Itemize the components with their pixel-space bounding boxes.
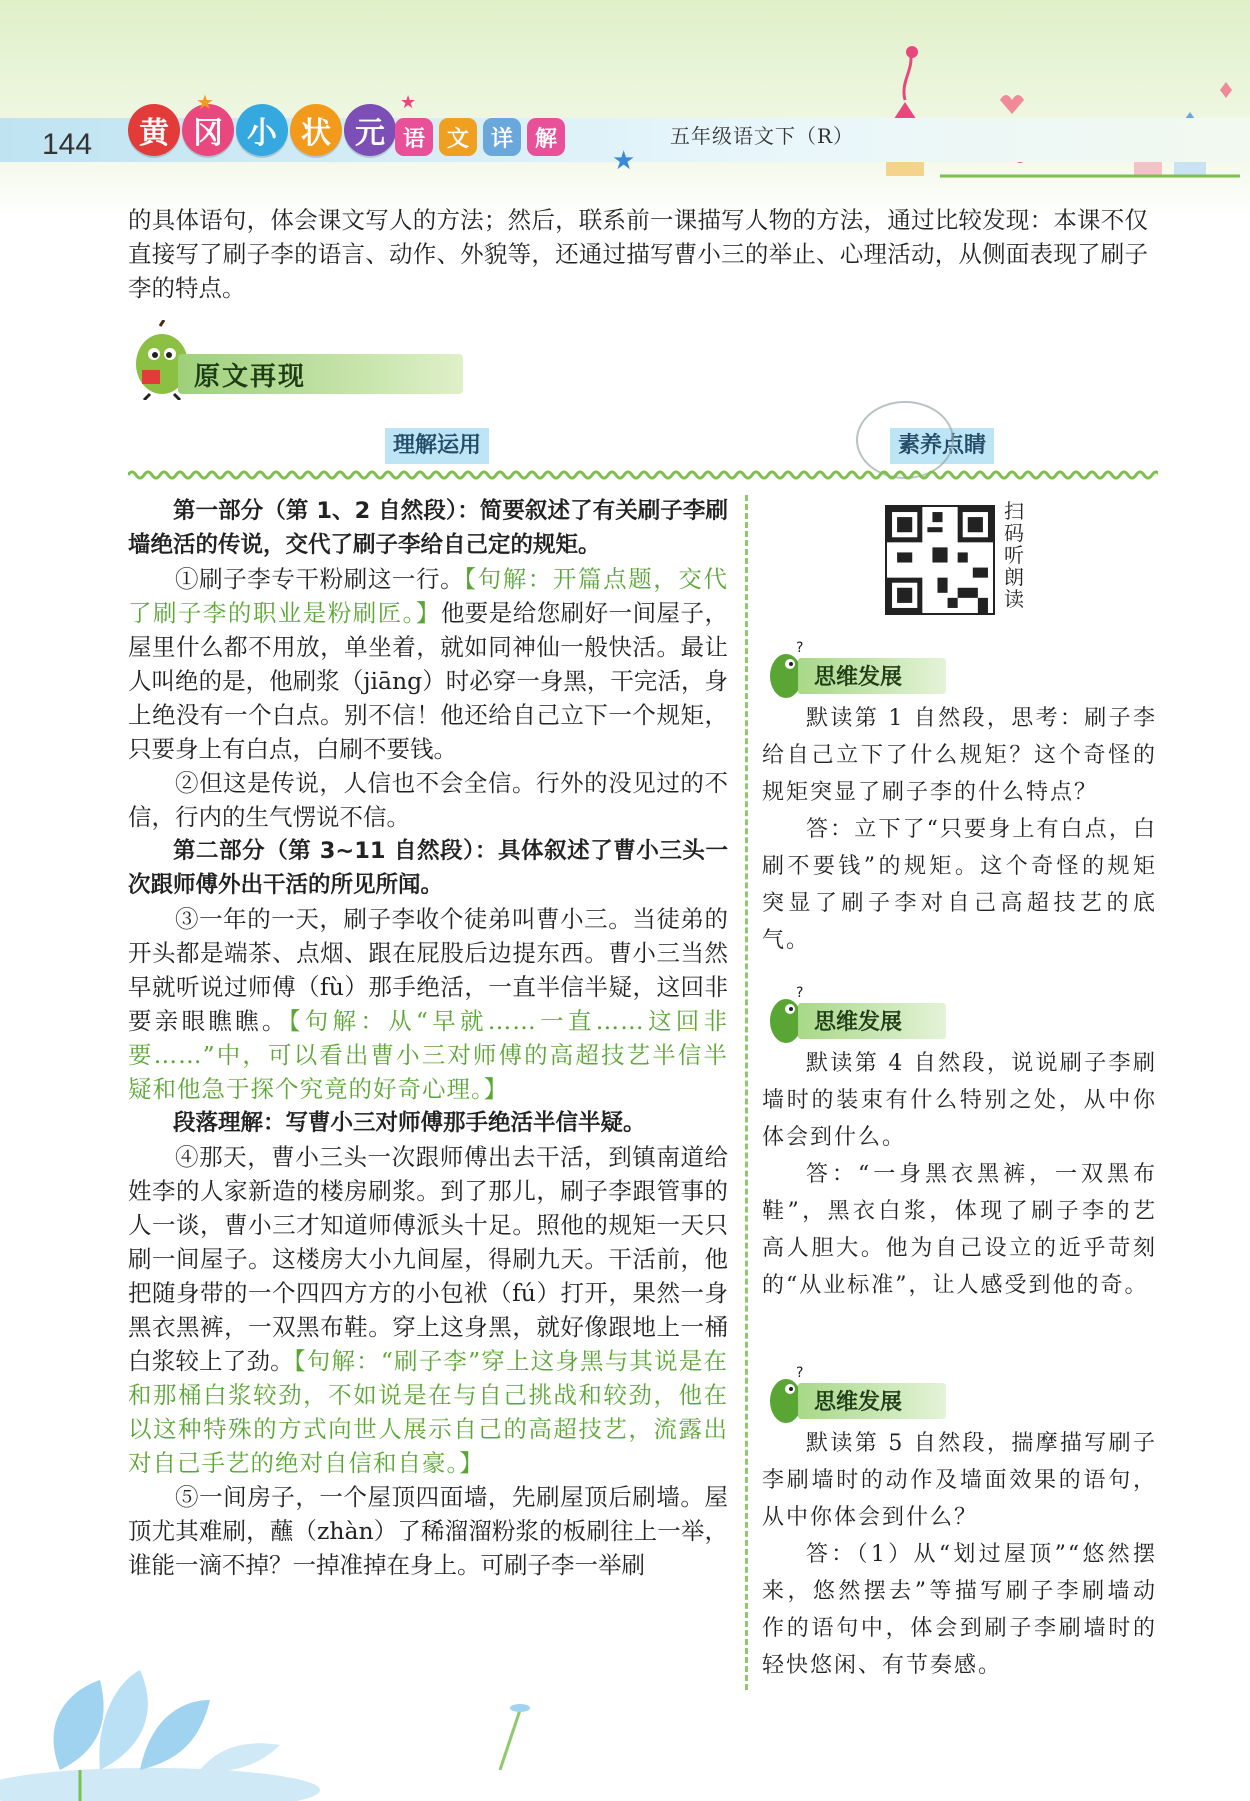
thinking-tag-title: 思维发展 — [814, 1010, 903, 1035]
thinking-content — [762, 700, 1157, 959]
thinking-tag — [762, 985, 1157, 1045]
thinking-block-3 — [762, 1365, 1157, 1684]
paragraph-3 — [128, 902, 728, 1106]
thinking-block-1 — [762, 640, 1157, 959]
thinking-question: 默读第 5 自然段，揣摩描写刷子李刷墙时的动作及墙面效果的语句，从中你体会到什么？ — [762, 1431, 1157, 1530]
svg-text:?: ? — [796, 985, 804, 1001]
paragraph-5: ⑤一间房子，一个屋顶四面墙，先刷屋顶后刷墙。屋顶尤其难刷，蘸（zhàn）了稀溜溜粉浆的板刷往上一举，谁能一滴不掉？一掉准掉在身上。可刷子李一举刷 — [128, 1483, 728, 1579]
sentence-note: 【句解：开篇点题，交代了刷子李的职业是粉刷匠。】 — [128, 565, 729, 627]
qr-code[interactable] — [885, 505, 995, 615]
qr-caption: 扫码听朗读 — [1004, 499, 1024, 611]
page-number: 144 — [42, 128, 93, 161]
lotus-decoration-icon — [0, 1620, 560, 1801]
brand-sub-char: 文 — [439, 118, 477, 156]
paragraph-text: 他要是给您刷好一间屋子，屋里什么都不用放，单坐着，就如同神仙一般快活。最让人叫绝的是，他刷浆（jiāng）时必穿一身黑，干完活，身上绝没有一个白点。别不信！他还给自己立下一个规矩，只要身上有白点，白刷不要钱。 — [128, 599, 728, 763]
svg-text:?: ? — [796, 640, 804, 656]
star-icon: ★ — [196, 90, 214, 114]
thinking-tag — [762, 640, 1157, 700]
brand-subtitle — [395, 118, 565, 156]
column-tag-understanding: 理解运用 — [385, 428, 489, 464]
thinking-block-2 — [762, 985, 1157, 1304]
section-title: 原文再现 — [194, 362, 307, 392]
sentence-note: 【句解：“刷子李”穿上这身黑与其说是在和那桶白浆较劲，不如说是在与自己挑战和较劲，他在以这种特殊的方式向世人展示自己的高超技艺，流露出对自己手艺的绝对自信和自豪。】 — [128, 1347, 729, 1477]
qr-code-icon — [887, 507, 993, 613]
section-banner — [128, 320, 338, 392]
thinking-tag-title: 思维发展 — [814, 1390, 903, 1415]
star-icon: ★ — [400, 92, 417, 113]
part1-heading: 第一部分（第 1、2 自然段）：简要叙述了有关刷子李刷墙绝活的传说，交代了刷子李给自己定的规矩。 — [128, 498, 728, 558]
paragraph-understanding: 段落理解：写曹小三对师傅那手绝活半信半疑。 — [173, 1110, 646, 1136]
paragraph-text: ③一年的一天，刷子李收个徒弟叫曹小三。当徒弟的开头都是端茶、点烟、跟在屁股后边提东西。曹小三当然早就听说过师傅（fù）那手绝活，一直半信半疑，这回非要亲眼瞧瞧。 — [128, 905, 728, 1035]
paragraph-4 — [128, 1140, 728, 1480]
sentence-note: 【句解：从“早就……一直……这回非要……”中，可以看出曹小三对师傅的高超技艺半信半疑和他急于探个究竟的好奇心理。】 — [128, 1007, 729, 1103]
paragraph-text: ①刷子李专干粉刷这一行。 — [175, 565, 465, 593]
star-icon: ★ — [612, 146, 636, 176]
brand-logo — [128, 104, 396, 156]
column-divider — [745, 495, 748, 1690]
brand-char: 小 — [236, 104, 288, 156]
svg-text:?: ? — [796, 1365, 804, 1381]
brand-sub-char: 解 — [527, 118, 565, 156]
column-tag-literacy: 素养点睛 — [890, 428, 994, 464]
grade-label: 五年级语文下（R） — [670, 124, 855, 148]
thinking-answer: 答：（1）从“划过屋顶”“悠然摆来，悠然摆去”等描写刷子李刷墙动作的语句中，体会到刷子李刷墙时的轻快悠闲、有节奏感。 — [762, 1542, 1157, 1678]
brand-char: 黄 — [128, 104, 180, 156]
part2-heading: 第二部分（第 3~11 自然段）：具体叙述了曹小三头一次跟师傅外出干活的所见所闻。 — [128, 838, 728, 898]
thinking-tag — [762, 1365, 1157, 1425]
brand-sub-char: 详 — [483, 118, 521, 156]
brand-sub-char: 语 — [395, 118, 433, 156]
paragraph-text: ④那天，曹小三头一次跟师傅出去干活，到镇南道给姓李的人家新造的楼房刷浆。到了那儿，刷子李跟管事的人一谈，曹小三才知道师傅派头十足。照他的规矩一天只刷一间屋子。这楼房大小九间屋，得刷九天。干活前，他把随身带的一个四四方方的小包袱（fú）打开，果然一身黑衣黑裤，一双黑布鞋。穿上这身黑，就好像跟地上一桶白浆较上了劲。 — [128, 1143, 728, 1375]
brand-char: 状 — [290, 104, 342, 156]
brand-char: 冈 — [182, 104, 234, 156]
thinking-question: 默读第 4 自然段，说说刷子李刷墙时的装束有什么特别之处，从中你体会到什么。 — [762, 1051, 1157, 1150]
thinking-tag-title: 思维发展 — [814, 665, 903, 690]
brand-char: 元 — [344, 104, 396, 156]
thinking-question: 默读第 1 自然段，思考：刷子李给自己立下了什么规矩？这个奇怪的规矩突显了刷子李的什么特点？ — [762, 706, 1157, 805]
wavy-divider — [128, 468, 1158, 482]
paragraph-2: ②但这是传说，人信也不会全信。行外的没见过的不信，行内的生气愣说不信。 — [128, 769, 728, 831]
thinking-content — [762, 1045, 1157, 1304]
thinking-answer: 答：“一身黑衣黑裤，一双黑布鞋”，黑衣白浆，体现了刷子李的艺高人胆大。他为自己设立的近乎苛刻的“从业标准”，让人感受到他的奇。 — [762, 1162, 1157, 1298]
thinking-content — [762, 1425, 1157, 1684]
main-column — [128, 494, 728, 1582]
intro-paragraph: 的具体语句，体会课文写人的方法；然后，联系前一课描写人物的方法，通过比较发现：本课不仅直接写了刷子李的语言、动作、外貌等，还通过描写曹小三的举止、心理活动，从侧面表现了刷子李的特点。 — [128, 206, 1148, 302]
paragraph-1 — [128, 562, 728, 766]
thinking-answer: 答：立下了“只要身上有白点，白刷不要钱”的规矩。这个奇怪的规矩突显了刷子李对自己高超技艺的底气。 — [762, 817, 1157, 953]
